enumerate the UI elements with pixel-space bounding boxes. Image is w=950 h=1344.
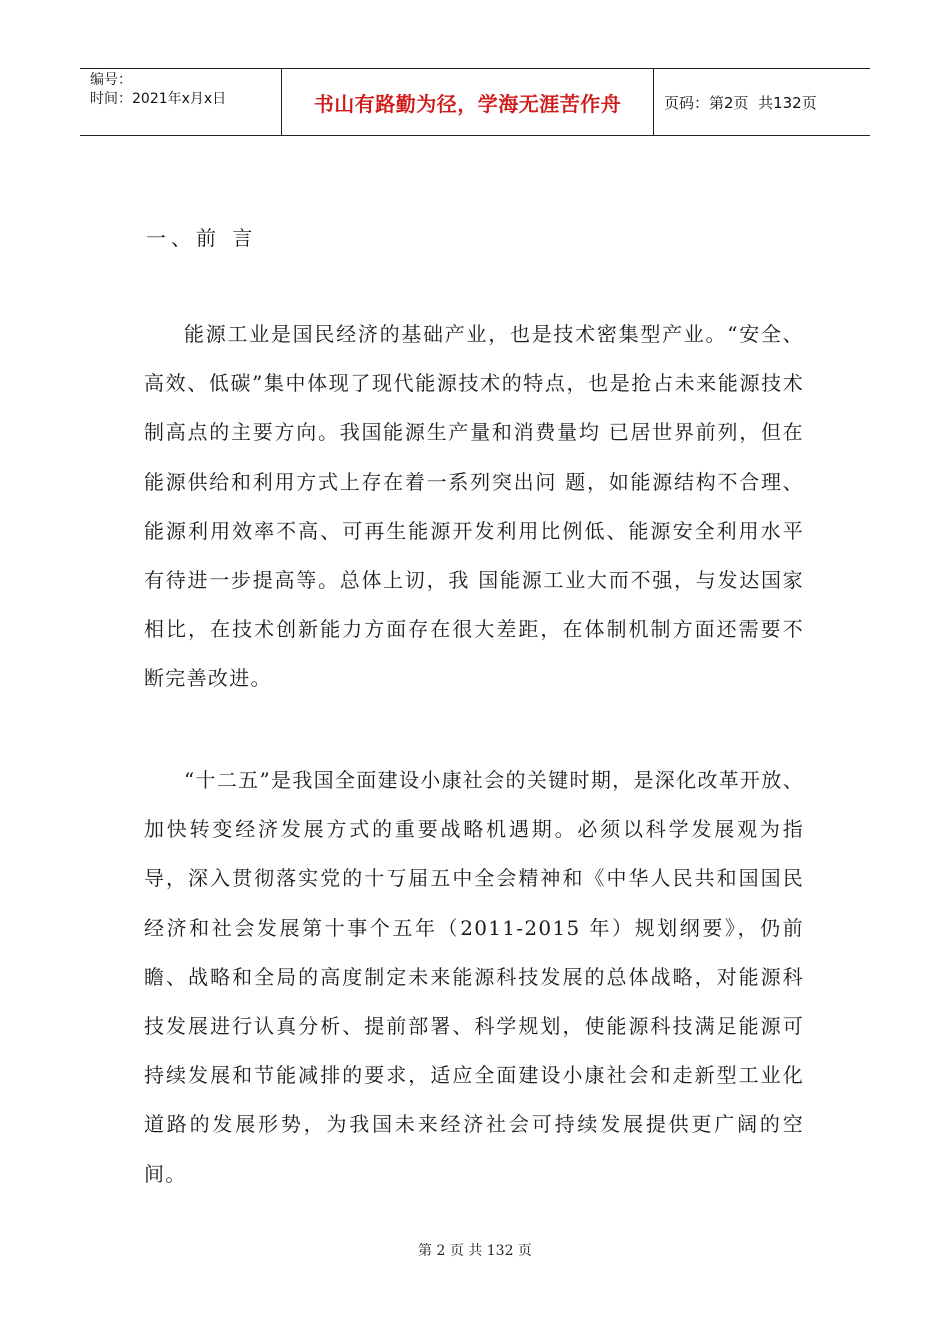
paragraph: 能源工业是国民经济的基础产业，也是技术密集型产业。“安全、高效、低碳”集中体现了现代能源技术的特点，也是抢占未来能源技术制高点的主要方向。我国能源生产量和消费量均 已居世界前列，但在能源供给和利用方式上存在着一系列突出问 题，如能源结构不合理、能源利用效率不高、可再生能源开发利用比例低、能源安全利用水平有待进一步提高等。总体上讱，我 国能源工业大而不强，与发达国家相比，在技术创新能力方面存在很大差距，在体制机制方面还需要不断完善改进。	[144, 322, 804, 691]
page-footer: 第 2 页 共 132 页	[418, 1243, 532, 1259]
document-time-label: 时间：2021年x月x日	[90, 91, 227, 107]
document-number-label: 编号：	[90, 72, 132, 88]
section-heading: 一、前 言	[146, 226, 258, 250]
header-motto: 书山有路勤为径，学海无涯苦作舟	[282, 69, 654, 135]
header-page-info	[654, 69, 870, 135]
header-page-label: 页码：第2页 共132页	[664, 93, 817, 112]
header-meta	[80, 69, 282, 135]
paragraph: “十二五”是我国全面建设小康社会的关键时期，是深化改革开放、加快转变经济发展方式的重要战略机遇期。必须以科学发展观为指导，深入贯彻落实党的十丂届五中全会精神和《中华人民共和国国民经济和社会发展第十事个五年（2011-2015 年）规划纲要》，仍前瞻、战略和全局的高度制定未来能源科技发展的总体战略，对能源科技发展进行认真分析、提前部署、科学规划，使能源科技满足能源可持续发展和节能减排的要求，适应全面建设小康社会和走新型工业化道路的发展形势，为我国未来经济社会可持续发展提供更广阔的空间。	[144, 768, 804, 1186]
page-header	[80, 68, 870, 136]
